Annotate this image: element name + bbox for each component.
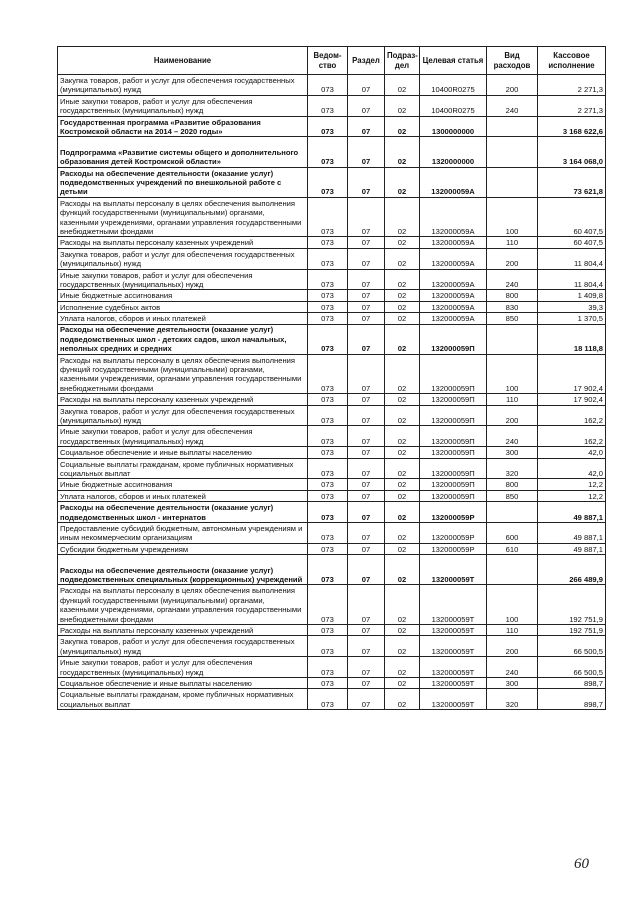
row-dept-cell: 073 xyxy=(308,543,348,554)
row-section-cell: 07 xyxy=(348,555,385,585)
row-dept-cell: 073 xyxy=(308,523,348,544)
table-row xyxy=(58,689,606,710)
table-row xyxy=(58,354,606,394)
row-type-cell: 610 xyxy=(487,543,538,554)
row-dept-cell: 073 xyxy=(308,447,348,458)
table-row xyxy=(58,426,606,447)
row-subsection-cell: 02 xyxy=(385,324,420,354)
budget-table xyxy=(57,46,606,710)
row-target-cell: 132000059П xyxy=(420,324,487,354)
row-subsection-cell: 02 xyxy=(385,678,420,689)
table-row xyxy=(58,324,606,354)
page-number: 60 xyxy=(574,856,589,872)
row-section-cell: 07 xyxy=(348,426,385,447)
row-name-cell: Расходы на выплаты персоналу в целях обеспечения выполнения функций государственными (муниципальными) органами, казенными учреждениями, органами управления государственными внебюджетными фондами xyxy=(58,197,308,237)
header-target: Целевая статья xyxy=(420,47,487,75)
row-type-cell: 850 xyxy=(487,313,538,324)
row-target-cell: 1300000000 xyxy=(420,116,487,137)
row-subsection-cell: 02 xyxy=(385,116,420,137)
row-name-cell: Закупка товаров, работ и услуг для обеспечения государственных (муниципальных) нужд xyxy=(58,405,308,426)
row-subsection-cell: 02 xyxy=(385,625,420,636)
row-name-cell: Расходы на выплаты персоналу в целях обеспечения выполнения функций государственными (муниципальными) органами, казенными учреждениями, органами управления государственными внебюджетными фондами xyxy=(58,354,308,394)
table-row xyxy=(58,585,606,625)
row-name-cell: Расходы на обеспечение деятельности (оказание услуг) подведомственных школ - интернатов xyxy=(58,502,308,523)
row-type-cell xyxy=(487,137,538,167)
row-name-cell: Иные закупки товаров, работ и услуг для обеспечения государственных (муниципальных) нужд xyxy=(58,95,308,116)
row-name-cell: Социальные выплаты гражданам, кроме публичных нормативных социальных выплат xyxy=(58,458,308,479)
table-body xyxy=(58,75,606,710)
row-name-cell: Социальное обеспечение и иные выплаты населению xyxy=(58,447,308,458)
row-subsection-cell: 02 xyxy=(385,585,420,625)
table-row xyxy=(58,543,606,554)
row-target-cell: 10400R0275 xyxy=(420,95,487,116)
row-target-cell: 132000059П xyxy=(420,394,487,405)
row-subsection-cell: 02 xyxy=(385,543,420,554)
row-type-cell: 320 xyxy=(487,458,538,479)
row-dept-cell: 073 xyxy=(308,490,348,501)
row-type-cell: 200 xyxy=(487,75,538,96)
row-section-cell: 07 xyxy=(348,248,385,269)
table-row xyxy=(58,555,606,585)
row-subsection-cell: 02 xyxy=(385,290,420,301)
row-type-cell: 240 xyxy=(487,426,538,447)
row-amount-cell: 1 409,8 xyxy=(538,290,606,301)
row-dept-cell: 073 xyxy=(308,290,348,301)
row-section-cell: 07 xyxy=(348,636,385,657)
row-subsection-cell: 02 xyxy=(385,237,420,248)
header-subsection: Подраз-дел xyxy=(385,47,420,75)
row-dept-cell: 073 xyxy=(308,95,348,116)
row-amount-cell: 39,3 xyxy=(538,301,606,312)
row-section-cell: 07 xyxy=(348,657,385,678)
row-subsection-cell: 02 xyxy=(385,167,420,197)
row-type-cell: 830 xyxy=(487,301,538,312)
table-row xyxy=(58,447,606,458)
row-target-cell: 132000059П xyxy=(420,426,487,447)
row-amount-cell: 12,2 xyxy=(538,490,606,501)
row-type-cell: 240 xyxy=(487,657,538,678)
row-section-cell: 07 xyxy=(348,394,385,405)
row-subsection-cell: 02 xyxy=(385,248,420,269)
row-target-cell: 132000059А xyxy=(420,313,487,324)
row-dept-cell: 073 xyxy=(308,479,348,490)
row-name-cell: Закупка товаров, работ и услуг для обеспечения государственных (муниципальных) нужд xyxy=(58,75,308,96)
header-name: Наименование xyxy=(58,47,308,75)
row-name-cell: Уплата налогов, сборов и иных платежей xyxy=(58,313,308,324)
row-section-cell: 07 xyxy=(348,95,385,116)
row-type-cell: 110 xyxy=(487,394,538,405)
row-amount-cell: 3 168 622,6 xyxy=(538,116,606,137)
table-row xyxy=(58,167,606,197)
table-row xyxy=(58,458,606,479)
row-amount-cell: 898,7 xyxy=(538,678,606,689)
header-amount: Кассовое исполнение xyxy=(538,47,606,75)
row-section-cell: 07 xyxy=(348,523,385,544)
table-row xyxy=(58,301,606,312)
row-subsection-cell: 02 xyxy=(385,458,420,479)
row-dept-cell: 073 xyxy=(308,678,348,689)
row-section-cell: 07 xyxy=(348,502,385,523)
row-type-cell: 600 xyxy=(487,523,538,544)
row-dept-cell: 073 xyxy=(308,625,348,636)
row-amount-cell: 2 271,3 xyxy=(538,75,606,96)
row-section-cell: 07 xyxy=(348,585,385,625)
row-target-cell: 1320000000 xyxy=(420,137,487,167)
row-section-cell: 07 xyxy=(348,625,385,636)
row-type-cell: 200 xyxy=(487,248,538,269)
row-type-cell: 320 xyxy=(487,689,538,710)
row-name-cell: Социальные выплаты гражданам, кроме публичных нормативных социальных выплат xyxy=(58,689,308,710)
row-dept-cell: 073 xyxy=(308,502,348,523)
row-name-cell: Государственная программа «Развитие образования Костромской области на 2014 – 2020 годы» xyxy=(58,116,308,137)
row-section-cell: 07 xyxy=(348,354,385,394)
row-dept-cell: 073 xyxy=(308,426,348,447)
row-type-cell xyxy=(487,502,538,523)
row-subsection-cell: 02 xyxy=(385,75,420,96)
row-subsection-cell: 02 xyxy=(385,523,420,544)
row-amount-cell: 898,7 xyxy=(538,689,606,710)
row-target-cell: 132000059П xyxy=(420,447,487,458)
row-amount-cell: 17 902,4 xyxy=(538,354,606,394)
table-row xyxy=(58,678,606,689)
row-target-cell: 132000059Р xyxy=(420,523,487,544)
row-type-cell: 100 xyxy=(487,354,538,394)
row-amount-cell: 60 407,5 xyxy=(538,237,606,248)
row-section-cell: 07 xyxy=(348,313,385,324)
row-dept-cell: 073 xyxy=(308,75,348,96)
row-amount-cell: 1 370,5 xyxy=(538,313,606,324)
row-amount-cell: 11 804,4 xyxy=(538,269,606,290)
row-subsection-cell: 02 xyxy=(385,447,420,458)
row-amount-cell: 266 489,9 xyxy=(538,555,606,585)
row-name-cell: Иные бюджетные ассигнования xyxy=(58,479,308,490)
row-type-cell xyxy=(487,324,538,354)
row-amount-cell: 162,2 xyxy=(538,426,606,447)
row-dept-cell: 073 xyxy=(308,636,348,657)
row-name-cell: Расходы на обеспечение деятельности (оказание услуг) подведомственных специальных (коррекционных) учреждений xyxy=(58,555,308,585)
row-name-cell: Социальное обеспечение и иные выплаты населению xyxy=(58,678,308,689)
row-amount-cell: 66 500,5 xyxy=(538,636,606,657)
row-amount-cell: 162,2 xyxy=(538,405,606,426)
row-name-cell: Расходы на выплаты персоналу казенных учреждений xyxy=(58,394,308,405)
row-amount-cell: 60 407,5 xyxy=(538,197,606,237)
row-target-cell: 10400R0275 xyxy=(420,75,487,96)
row-dept-cell: 073 xyxy=(308,585,348,625)
table-row xyxy=(58,313,606,324)
table-row xyxy=(58,248,606,269)
table-row xyxy=(58,95,606,116)
row-subsection-cell: 02 xyxy=(385,555,420,585)
row-type-cell xyxy=(487,167,538,197)
row-dept-cell: 073 xyxy=(308,405,348,426)
row-section-cell: 07 xyxy=(348,490,385,501)
row-amount-cell: 73 621,8 xyxy=(538,167,606,197)
row-amount-cell: 12,2 xyxy=(538,479,606,490)
row-dept-cell: 073 xyxy=(308,116,348,137)
row-type-cell: 850 xyxy=(487,490,538,501)
row-name-cell: Закупка товаров, работ и услуг для обеспечения государственных (муниципальных) нужд xyxy=(58,636,308,657)
row-dept-cell: 073 xyxy=(308,657,348,678)
row-dept-cell: 073 xyxy=(308,167,348,197)
row-subsection-cell: 02 xyxy=(385,636,420,657)
row-amount-cell: 192 751,9 xyxy=(538,585,606,625)
row-target-cell: 132000059Т xyxy=(420,678,487,689)
row-amount-cell: 42,0 xyxy=(538,458,606,479)
table-row xyxy=(58,394,606,405)
row-name-cell: Уплата налогов, сборов и иных платежей xyxy=(58,490,308,501)
row-name-cell: Расходы на выплаты персоналу казенных учреждений xyxy=(58,625,308,636)
row-subsection-cell: 02 xyxy=(385,313,420,324)
row-name-cell: Расходы на выплаты персоналу в целях обеспечения выполнения функций государственными (муниципальными) органами, казенными учреждениями, органами управления государственными внебюджетными фондами xyxy=(58,585,308,625)
table-row xyxy=(58,636,606,657)
row-target-cell: 132000059А xyxy=(420,248,487,269)
table-row xyxy=(58,137,606,167)
row-dept-cell: 073 xyxy=(308,301,348,312)
row-target-cell: 132000059Р xyxy=(420,502,487,523)
row-name-cell: Иные закупки товаров, работ и услуг для обеспечения государственных (муниципальных) нужд xyxy=(58,657,308,678)
row-amount-cell: 42,0 xyxy=(538,447,606,458)
row-name-cell: Предоставление субсидий бюджетным, автономным учреждениям и иным некоммерческим организациям xyxy=(58,523,308,544)
row-type-cell xyxy=(487,555,538,585)
row-target-cell: 132000059А xyxy=(420,167,487,197)
row-target-cell: 132000059Т xyxy=(420,636,487,657)
row-target-cell: 132000059А xyxy=(420,197,487,237)
row-section-cell: 07 xyxy=(348,167,385,197)
row-dept-cell: 073 xyxy=(308,324,348,354)
row-section-cell: 07 xyxy=(348,301,385,312)
row-section-cell: 07 xyxy=(348,290,385,301)
row-name-cell: Иные закупки товаров, работ и услуг для обеспечения государственных (муниципальных) нужд xyxy=(58,426,308,447)
header-dept: Ведом-ство xyxy=(308,47,348,75)
row-section-cell: 07 xyxy=(348,116,385,137)
row-dept-cell: 073 xyxy=(308,269,348,290)
row-target-cell: 132000059Т xyxy=(420,585,487,625)
row-subsection-cell: 02 xyxy=(385,426,420,447)
row-section-cell: 07 xyxy=(348,479,385,490)
row-section-cell: 07 xyxy=(348,237,385,248)
row-type-cell: 800 xyxy=(487,479,538,490)
row-dept-cell: 073 xyxy=(308,555,348,585)
row-section-cell: 07 xyxy=(348,458,385,479)
table-row xyxy=(58,657,606,678)
row-section-cell: 07 xyxy=(348,689,385,710)
row-target-cell: 132000059Т xyxy=(420,555,487,585)
row-type-cell: 110 xyxy=(487,625,538,636)
row-target-cell: 132000059П xyxy=(420,405,487,426)
row-name-cell: Иные закупки товаров, работ и услуг для обеспечения государственных (муниципальных) нужд xyxy=(58,269,308,290)
row-type-cell: 110 xyxy=(487,237,538,248)
row-amount-cell: 49 887,1 xyxy=(538,523,606,544)
row-dept-cell: 073 xyxy=(308,313,348,324)
row-type-cell: 800 xyxy=(487,290,538,301)
header-section: Раздел xyxy=(348,47,385,75)
row-dept-cell: 073 xyxy=(308,197,348,237)
row-subsection-cell: 02 xyxy=(385,490,420,501)
table-row xyxy=(58,479,606,490)
row-amount-cell: 49 887,1 xyxy=(538,543,606,554)
row-subsection-cell: 02 xyxy=(385,197,420,237)
row-subsection-cell: 02 xyxy=(385,394,420,405)
row-target-cell: 132000059А xyxy=(420,301,487,312)
row-section-cell: 07 xyxy=(348,678,385,689)
row-name-cell: Исполнение судебных актов xyxy=(58,301,308,312)
table-row xyxy=(58,269,606,290)
table-row xyxy=(58,405,606,426)
row-dept-cell: 073 xyxy=(308,237,348,248)
table-row xyxy=(58,116,606,137)
row-name-cell: Расходы на выплаты персоналу казенных учреждений xyxy=(58,237,308,248)
row-target-cell: 132000059Т xyxy=(420,657,487,678)
row-subsection-cell: 02 xyxy=(385,301,420,312)
row-section-cell: 07 xyxy=(348,197,385,237)
row-type-cell: 300 xyxy=(487,678,538,689)
row-section-cell: 07 xyxy=(348,405,385,426)
row-type-cell xyxy=(487,116,538,137)
row-name-cell: Подпрограмма «Развитие системы общего и дополнительного образования детей Костромской области» xyxy=(58,137,308,167)
row-subsection-cell: 02 xyxy=(385,95,420,116)
row-target-cell: 132000059Т xyxy=(420,625,487,636)
row-target-cell: 132000059А xyxy=(420,269,487,290)
row-type-cell: 300 xyxy=(487,447,538,458)
row-amount-cell: 2 271,3 xyxy=(538,95,606,116)
row-name-cell: Иные бюджетные ассигнования xyxy=(58,290,308,301)
row-target-cell: 132000059Т xyxy=(420,689,487,710)
row-target-cell: 132000059А xyxy=(420,290,487,301)
row-dept-cell: 073 xyxy=(308,248,348,269)
row-type-cell: 200 xyxy=(487,405,538,426)
row-amount-cell: 18 118,8 xyxy=(538,324,606,354)
table-row xyxy=(58,523,606,544)
row-section-cell: 07 xyxy=(348,543,385,554)
row-subsection-cell: 02 xyxy=(385,354,420,394)
row-target-cell: 132000059П xyxy=(420,490,487,501)
row-amount-cell: 66 500,5 xyxy=(538,657,606,678)
row-section-cell: 07 xyxy=(348,269,385,290)
table-row xyxy=(58,490,606,501)
row-subsection-cell: 02 xyxy=(385,137,420,167)
row-dept-cell: 073 xyxy=(308,689,348,710)
row-dept-cell: 073 xyxy=(308,394,348,405)
row-type-cell: 100 xyxy=(487,585,538,625)
row-amount-cell: 49 887,1 xyxy=(538,502,606,523)
row-subsection-cell: 02 xyxy=(385,405,420,426)
row-name-cell: Расходы на обеспечение деятельности (оказание услуг) подведомственных школ - детских садов, школ начальных, неполных средних и средних xyxy=(58,324,308,354)
row-name-cell: Расходы на обеспечение деятельности (оказание услуг) подведомственных учреждений по внешкольной работе с детьми xyxy=(58,167,308,197)
table-row xyxy=(58,75,606,96)
row-target-cell: 132000059Р xyxy=(420,543,487,554)
row-name-cell: Закупка товаров, работ и услуг для обеспечения государственных (муниципальных) нужд xyxy=(58,248,308,269)
row-target-cell: 132000059П xyxy=(420,479,487,490)
row-subsection-cell: 02 xyxy=(385,657,420,678)
header-row xyxy=(58,47,606,75)
row-dept-cell: 073 xyxy=(308,137,348,167)
row-name-cell: Субсидии бюджетным учреждениям xyxy=(58,543,308,554)
row-target-cell: 132000059П xyxy=(420,458,487,479)
row-subsection-cell: 02 xyxy=(385,479,420,490)
row-amount-cell: 11 804,4 xyxy=(538,248,606,269)
row-dept-cell: 073 xyxy=(308,354,348,394)
row-type-cell: 100 xyxy=(487,197,538,237)
row-type-cell: 240 xyxy=(487,269,538,290)
row-subsection-cell: 02 xyxy=(385,269,420,290)
row-section-cell: 07 xyxy=(348,324,385,354)
row-amount-cell: 192 751,9 xyxy=(538,625,606,636)
header-type: Вид расходов xyxy=(487,47,538,75)
table-row xyxy=(58,625,606,636)
table-row xyxy=(58,290,606,301)
row-type-cell: 200 xyxy=(487,636,538,657)
row-subsection-cell: 02 xyxy=(385,689,420,710)
row-section-cell: 07 xyxy=(348,447,385,458)
row-dept-cell: 073 xyxy=(308,458,348,479)
row-type-cell: 240 xyxy=(487,95,538,116)
table-row xyxy=(58,237,606,248)
row-section-cell: 07 xyxy=(348,75,385,96)
table-row xyxy=(58,197,606,237)
row-amount-cell: 17 902,4 xyxy=(538,394,606,405)
row-target-cell: 132000059А xyxy=(420,237,487,248)
row-section-cell: 07 xyxy=(348,137,385,167)
row-amount-cell: 3 164 068,0 xyxy=(538,137,606,167)
row-subsection-cell: 02 xyxy=(385,502,420,523)
row-target-cell: 132000059П xyxy=(420,354,487,394)
table-row xyxy=(58,502,606,523)
